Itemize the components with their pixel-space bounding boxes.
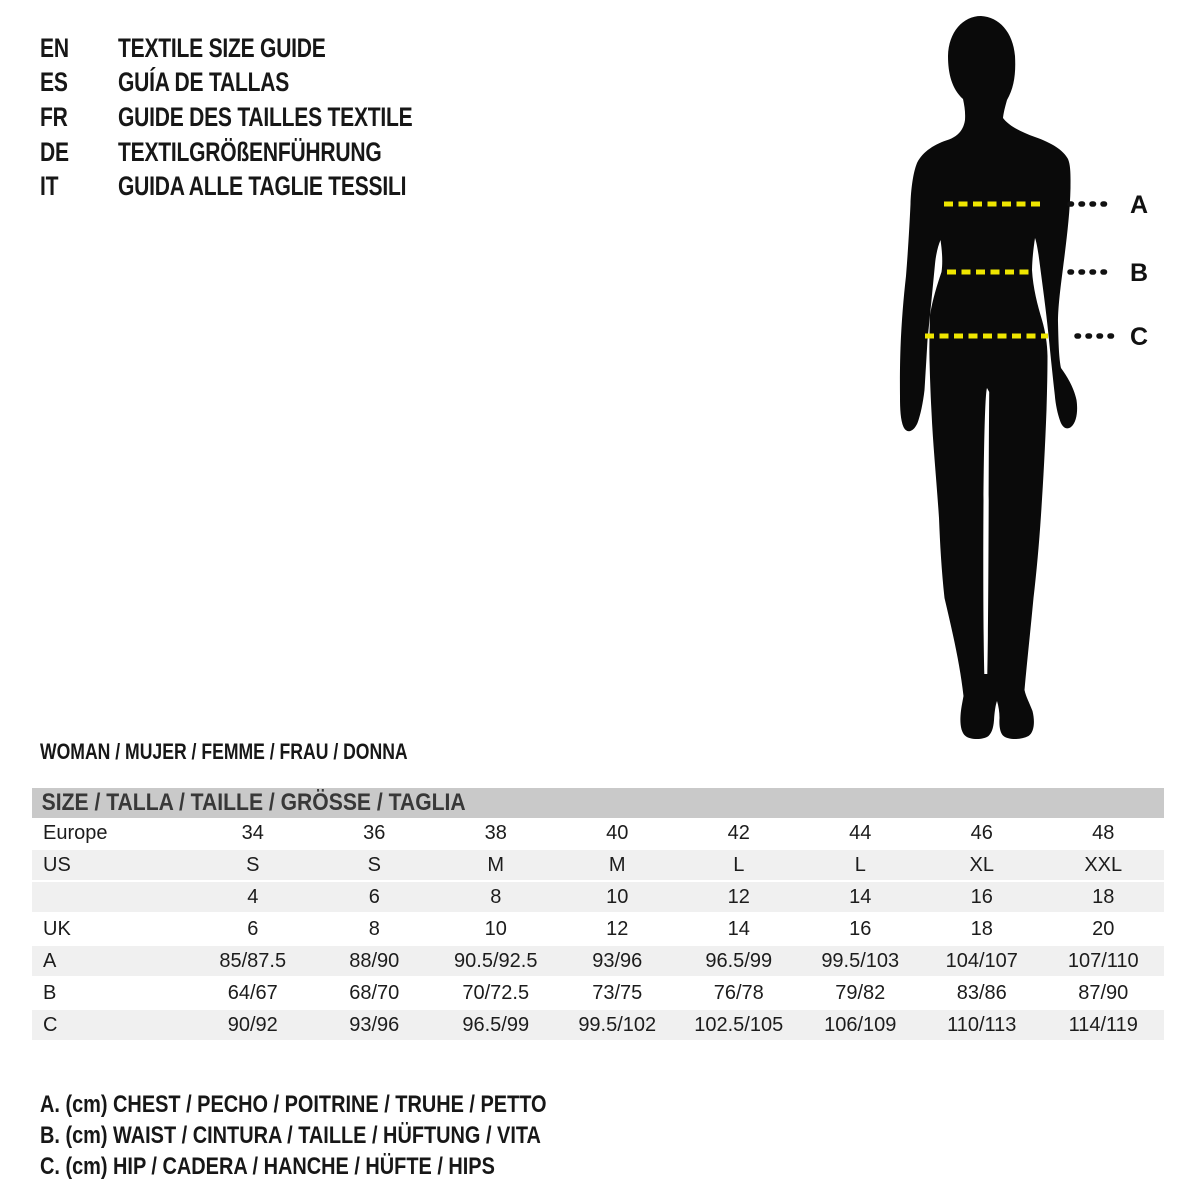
lang-row-en bbox=[40, 31, 412, 66]
table-row-uk bbox=[32, 914, 1164, 946]
table-cell: 93/96 bbox=[349, 1014, 400, 1036]
table-cell: 4 bbox=[247, 886, 259, 908]
table-cell: 10 bbox=[484, 918, 507, 940]
table-cell: 96.5/99 bbox=[462, 1014, 530, 1036]
lang-label-it: GUIDA ALLE TAGLIE TESSILI bbox=[118, 171, 407, 202]
lang-code-fr: FR bbox=[40, 101, 68, 132]
size-table-header bbox=[32, 788, 1164, 818]
table-cell: 48 bbox=[1092, 822, 1115, 844]
table-cell: 104/107 bbox=[945, 950, 1018, 972]
lang-code-it: IT bbox=[40, 171, 59, 202]
table-cell: S bbox=[246, 854, 260, 876]
lang-label-fr: GUIDE DES TAILLES TEXTILE bbox=[118, 101, 413, 132]
woman-silhouette bbox=[900, 16, 1077, 739]
table-cell: 42 bbox=[727, 822, 750, 844]
lang-row-it bbox=[40, 169, 412, 204]
table-cell: 8 bbox=[368, 918, 380, 940]
measurement-figure bbox=[855, 0, 1155, 760]
table-row-europe bbox=[32, 818, 1164, 850]
lang-label-de: TEXTILGRÖßENFÜHRUNG bbox=[118, 136, 382, 167]
table-cell: 36 bbox=[363, 822, 386, 844]
legend-waist: B. (cm) WAIST / CINTURA / TAILLE / HÜFTUNG / VITA bbox=[40, 1122, 541, 1149]
table-cell: 68/70 bbox=[349, 982, 400, 1004]
row-label: A bbox=[43, 950, 57, 972]
table-cell: 79/82 bbox=[835, 982, 886, 1004]
row-label bbox=[32, 882, 192, 912]
row-label: Europe bbox=[43, 822, 108, 844]
row-label: B bbox=[43, 982, 57, 1004]
table-cell: 38 bbox=[484, 822, 507, 844]
size-table-header-label: SIZE / TALLA / TAILLE / GRÖSSE / TAGLIA bbox=[41, 789, 466, 816]
table-cell: 16 bbox=[849, 918, 872, 940]
legend-hip: C. (cm) HIP / CADERA / HANCHE / HÜFTE / HIPS bbox=[40, 1153, 495, 1180]
table-cell: M bbox=[487, 854, 505, 876]
table-cell: 70/72.5 bbox=[462, 982, 530, 1004]
table-cell: 18 bbox=[970, 918, 993, 940]
lang-code-de: DE bbox=[40, 136, 69, 167]
table-row-hip-c bbox=[32, 1010, 1164, 1042]
lang-row-es bbox=[40, 66, 412, 101]
table-cell: 16 bbox=[970, 886, 993, 908]
table-cell: XXL bbox=[1084, 854, 1123, 876]
table-cell: 85/87.5 bbox=[219, 950, 287, 972]
lang-label-en: TEXTILE SIZE GUIDE bbox=[118, 32, 326, 63]
table-row-us-numbers bbox=[32, 882, 1164, 914]
marker-label-b: B bbox=[1129, 259, 1149, 287]
table-cell: 44 bbox=[849, 822, 872, 844]
table-cell: 64/67 bbox=[227, 982, 278, 1004]
table-cell: XL bbox=[969, 854, 994, 876]
lang-row-de bbox=[40, 135, 412, 170]
lang-code-es: ES bbox=[40, 67, 68, 98]
lang-row-fr bbox=[40, 100, 412, 135]
section-title-woman: WOMAN / MUJER / FEMME / FRAU / DONNA bbox=[40, 739, 408, 764]
table-cell: 10 bbox=[606, 886, 629, 908]
legend-chest: A. (cm) CHEST / PECHO / POITRINE / TRUHE / PETTO bbox=[40, 1091, 547, 1118]
table-cell: 18 bbox=[1092, 886, 1115, 908]
table-cell: L bbox=[854, 854, 866, 876]
table-cell: M bbox=[608, 854, 626, 876]
marker-label-c: C bbox=[1129, 323, 1149, 351]
table-cell: 107/110 bbox=[1067, 950, 1139, 972]
table-cell: 83/86 bbox=[956, 982, 1007, 1004]
table-cell: 110/113 bbox=[947, 1014, 1017, 1036]
row-label: C bbox=[43, 1014, 58, 1036]
table-cell: 14 bbox=[727, 918, 750, 940]
measurement-legend bbox=[40, 1089, 650, 1182]
table-cell: 46 bbox=[970, 822, 993, 844]
table-cell: 12 bbox=[727, 886, 750, 908]
table-cell: 102.5/105 bbox=[694, 1014, 784, 1036]
table-cell: 20 bbox=[1092, 918, 1115, 940]
table-cell: 93/96 bbox=[592, 950, 643, 972]
table-cell: 73/75 bbox=[592, 982, 643, 1004]
table-cell: 34 bbox=[241, 822, 264, 844]
marker-label-a: A bbox=[1129, 191, 1149, 219]
table-cell: 6 bbox=[368, 886, 380, 908]
table-cell: 99.5/102 bbox=[578, 1014, 657, 1036]
table-cell: 87/90 bbox=[1078, 982, 1129, 1004]
table-cell: 99.5/103 bbox=[821, 950, 900, 972]
table-cell: 96.5/99 bbox=[705, 950, 773, 972]
table-cell: 14 bbox=[849, 886, 872, 908]
table-cell: L bbox=[733, 854, 745, 876]
table-cell: 114/119 bbox=[1068, 1014, 1138, 1036]
language-title-block bbox=[40, 31, 518, 204]
table-cell: S bbox=[367, 854, 381, 876]
table-cell: 40 bbox=[606, 822, 629, 844]
row-label: US bbox=[43, 854, 71, 876]
table-cell: 76/78 bbox=[713, 982, 764, 1004]
size-table bbox=[32, 788, 1164, 1042]
lang-label-es: GUÍA DE TALLAS bbox=[118, 67, 290, 98]
table-cell: 90.5/92.5 bbox=[454, 950, 538, 972]
table-cell: 8 bbox=[490, 886, 502, 908]
table-cell: 90/92 bbox=[227, 1014, 278, 1036]
table-cell: 6 bbox=[247, 918, 259, 940]
row-label: UK bbox=[43, 918, 71, 940]
lang-code-en: EN bbox=[40, 32, 69, 63]
table-cell: 106/109 bbox=[824, 1014, 897, 1036]
woman-silhouette-svg bbox=[855, 0, 1155, 760]
table-row-us-letters bbox=[32, 850, 1164, 882]
table-row-waist-b bbox=[32, 978, 1164, 1010]
table-cell: 12 bbox=[606, 918, 629, 940]
table-cell: 88/90 bbox=[349, 950, 400, 972]
table-row-chest-a bbox=[32, 946, 1164, 978]
